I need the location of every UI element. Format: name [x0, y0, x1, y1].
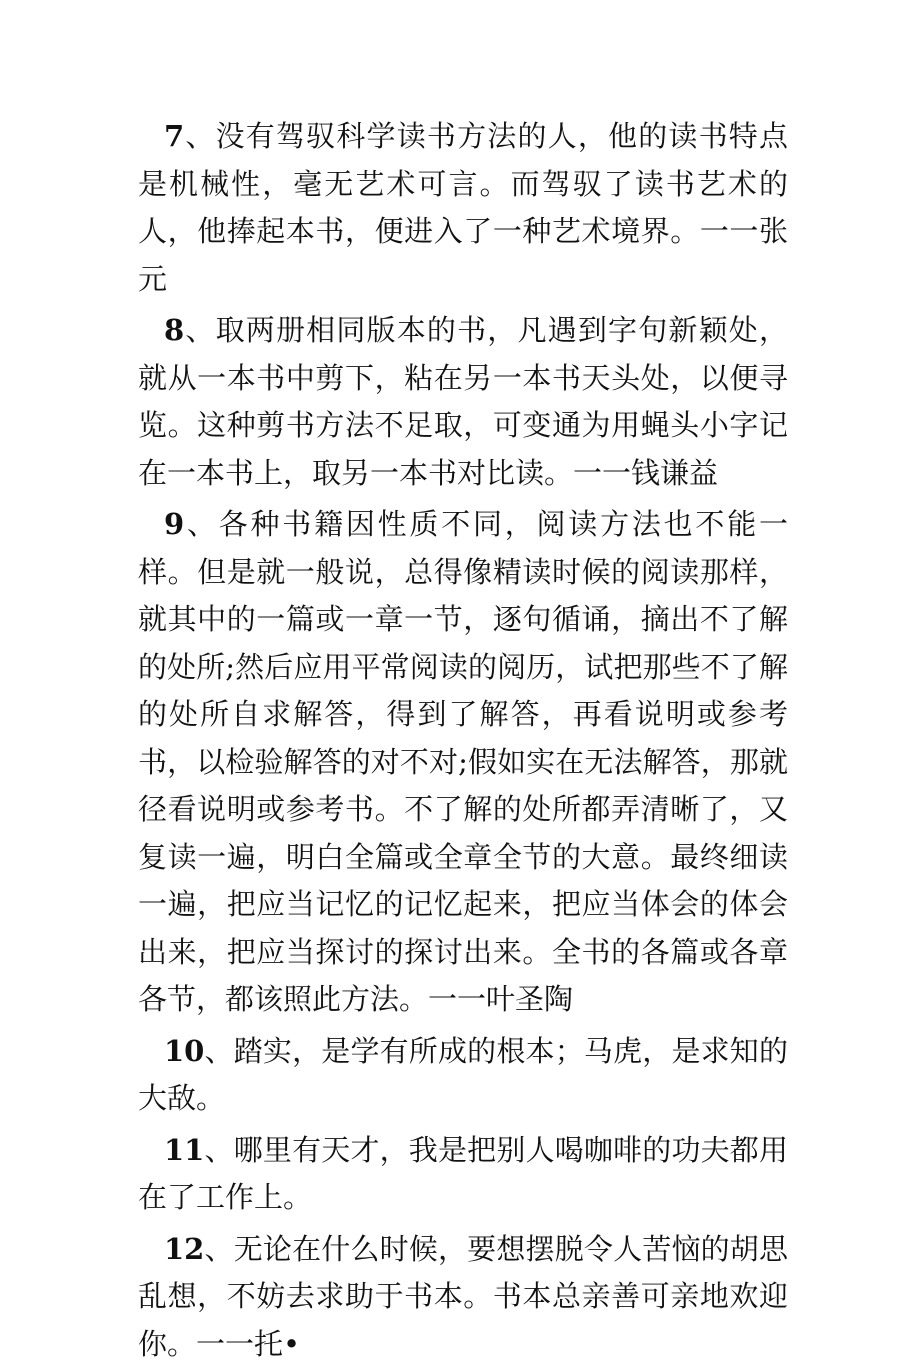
quote-number: 8: [164, 313, 185, 347]
quote-text: 、各种书籍因性质不同，阅读方法也不能一样。但是就一般说，总得像精读时候的阅读那样，就其中的一篇或一章一节，逐句循诵，摘出不了解的处所;然后应用平常阅读的阅历，试把那些不了解的处所自求解答，得到了解答，再看说明或参考书，以检验解答的对不对;假如实在无法解答，那就径看说明或参考书。不了解的处所都弄清晰了，又复读一遍，明白全篇或全章全节的大意。最终细读一遍，把应当记忆的记忆起来，把应当体会的体会出来，把应当探讨的探讨出来。全书的各篇或各章各节，都该照此方法。一一叶圣陶: [138, 507, 788, 1016]
quote-number: 7: [164, 119, 185, 153]
quote-paragraph-10: [138, 1028, 788, 1123]
quote-number: 9: [164, 507, 185, 541]
quote-text: 、没有驾驭科学读书方法的人，他的读书特点是机械性，毫无艺术可言。而驾驭了读书艺术的人，他捧起本书，便进入了一种艺术境界。一一张元: [138, 119, 788, 296]
quote-text: 、踏实，是学有所成的根本；马虎，是求知的大敌。: [138, 1033, 788, 1115]
quote-paragraph-11: [138, 1127, 788, 1222]
document-body: [138, 113, 788, 1372]
quote-text: 、无论在什么时候，要想摆脱令人苦恼的胡思乱想，不妨去求助于书本。书本总亲善可亲地欢迎你。一一托•: [138, 1231, 788, 1361]
quote-paragraph-7: [138, 113, 788, 303]
quote-number: 12: [164, 1231, 205, 1266]
quote-text: 、取两册相同版本的书，凡遇到字句新颖处，就从一本书中剪下，粘在另一本书天头处，以便寻览。这种剪书方法不足取，可变通为用蝇头小字记在一本书上，取另一本书对比读。一一钱谦益: [138, 313, 788, 490]
quote-number: 11: [164, 1132, 205, 1167]
quote-paragraph-12: [138, 1226, 788, 1369]
quote-text: 、哪里有天才，我是把别人喝咖啡的功夫都用在了工作上。: [138, 1132, 788, 1214]
quote-paragraph-8: [138, 307, 788, 497]
quote-number: 10: [164, 1033, 205, 1068]
quote-paragraph-9: [138, 501, 788, 1024]
